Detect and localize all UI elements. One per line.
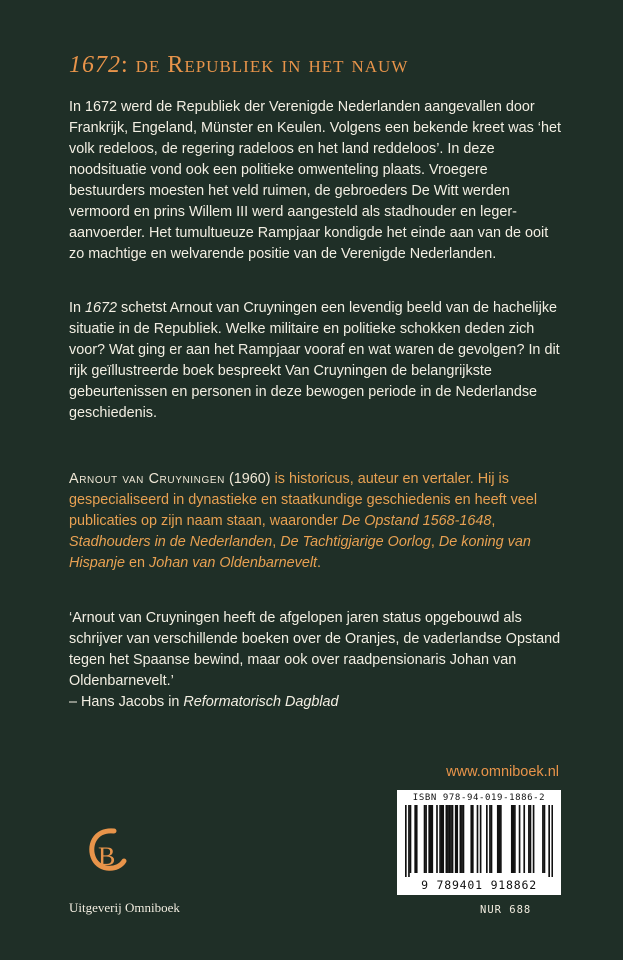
barcode-bar [512,805,514,873]
author-sep-1: , [491,513,496,529]
barcode-bar [446,805,448,873]
author-sep-2: , [272,534,281,550]
barcode-bar [439,805,441,873]
author-years: (1960) [224,471,271,487]
summary-body: schetst Arnout van Cruyningen een levendig beeld van de hachelijke situatie in de Republiek. Welke militaire en politieke schokken deden zich voor? Wat ging er aan het Rampjaar vooraf en wat waren de gevolgen? In dit rijk geïllustreerde boek bespreekt Van Cruyningen de belangrijkste gebeurtenissen en personen in deze bewogen periode in de Nederlandse geschiedenis. [69,300,560,421]
barcode-bar [456,805,458,873]
barcode-bar [470,805,472,873]
author-bio [69,469,564,574]
cover-title [69,52,408,79]
barcode-bar [491,805,493,873]
barcode-bar [410,805,412,873]
barcode-bar [486,805,488,873]
barcode-bar [436,805,438,873]
review-attribution-author: – Hans Jacobs in [69,694,184,710]
omniboek-c-b-logo-icon [84,825,132,895]
barcode-bar [498,805,500,873]
author-bio-end: . [317,555,322,571]
barcode-bar [425,805,427,873]
author-sep-3: , [430,534,439,550]
summary-paragraph [69,298,564,424]
summary-book-title: 1672 [85,300,118,316]
barcode-bar [523,805,525,873]
barcode-bar [455,805,457,873]
isbn-label: ISBN 978-94-019-1886-2 [412,793,546,803]
barcode-bar [511,805,513,873]
author-name: Arnout van Cruyningen [69,471,225,487]
title-colon: : [121,52,129,78]
review-quote-text: ‘Arnout van Cruyningen heeft de afgelopen jaren status opgebouwd als schrijver van verschillende boeken over de Oranjes, de vaderlandse Opstand tegen het Spaanse bewind, maar ook over raadpensionaris Johan van Oldenbarnevelt.’ [69,610,561,689]
barcode-bar [441,805,443,873]
barcode-bar [442,805,444,873]
barcode-bar [450,805,452,873]
isbn-barcode [397,790,561,895]
barcode-bar [405,805,407,877]
barcode-bar [449,805,451,873]
barcode-bar [460,805,462,873]
nur-code: NUR 688 [480,904,532,916]
author-work-2: Stadhouders in de Nederlanden [69,534,273,550]
barcode-bar [408,805,410,877]
intro-text: In 1672 werd de Republiek der Verenigde Nederlanden aangevallen door Frankrijk, Engeland, Münster en Keulen. Volgens een bekende kreet was ‘het volk redeloos, de regering radeloos en het land reddeloos’. In deze noodsituatie vond ook een politieke omwenteling plaats. Vroegere bestuurders moesten het veld ruimen, de gebroeders De Witt werden vermoord en prins Willem III werd aangesteld als stadhouder en legeraanvoerder. Het tumultueuze Rampjaar kondigde het einde aan van de ooit zo machtige en welvarende positie van de Verenigde Nederlanden. [69,99,561,262]
publisher-name: Uitgeverij Omniboek [69,900,180,915]
barcode-bar [430,805,432,873]
title-year: 1672 [69,52,121,78]
barcode-bar [500,805,502,873]
barcode-bar [472,805,474,873]
author-work-3: De Tachtigjarige Oorlog [280,534,431,550]
intro-paragraph [69,97,564,265]
barcode-bar [428,805,430,873]
barcode-bars [405,805,553,877]
author-bio-text [69,469,564,574]
barcode-bar [497,805,499,873]
barcode-bar [480,805,482,873]
title-text: de Republiek in het nauw [128,52,409,78]
summary-text [69,298,564,424]
barcode-bar [533,805,535,873]
barcode-bar [528,805,530,873]
barcode-bar [514,805,516,873]
barcode-number: 9 789401 918862 [421,878,537,892]
barcode-bar [461,805,463,873]
barcode-bar [551,805,553,877]
review-source: Reformatorisch Dagblad [183,694,339,710]
author-work-1: De Opstand 1568-1648 [341,513,492,529]
summary-lead: In [69,300,85,316]
author-bio-sentence: is historicus, auteur en vertaler. Hij is gespecialiseerd in dynastieke en staatkundige geschiedenis en heeft veel publicaties op zijn naam staan, waaronder [69,471,538,529]
review-quote [69,608,564,713]
review-attribution [69,692,564,713]
publisher-website-link[interactable]: www.omniboek.nl [446,764,559,780]
barcode-bar [416,805,418,873]
author-work-5: Johan van Oldenbarnevelt [149,555,318,571]
barcode-bar [424,805,426,873]
svg-text:B: B [98,842,116,871]
barcode-bar [463,805,465,873]
barcode-bar [447,805,449,873]
barcode-bar [530,805,532,873]
barcode-bar [548,805,550,877]
barcode-bar [542,805,544,873]
author-sep-4: en [125,555,150,571]
author-work-4: De koning van Hispanje [69,534,531,571]
barcode-bar [452,805,454,873]
barcode-bar [477,805,479,873]
barcode-bar [544,805,546,873]
barcode-bar [414,805,416,873]
barcode-bar [489,805,491,873]
barcode-bar [431,805,433,873]
barcode-bar [519,805,521,873]
